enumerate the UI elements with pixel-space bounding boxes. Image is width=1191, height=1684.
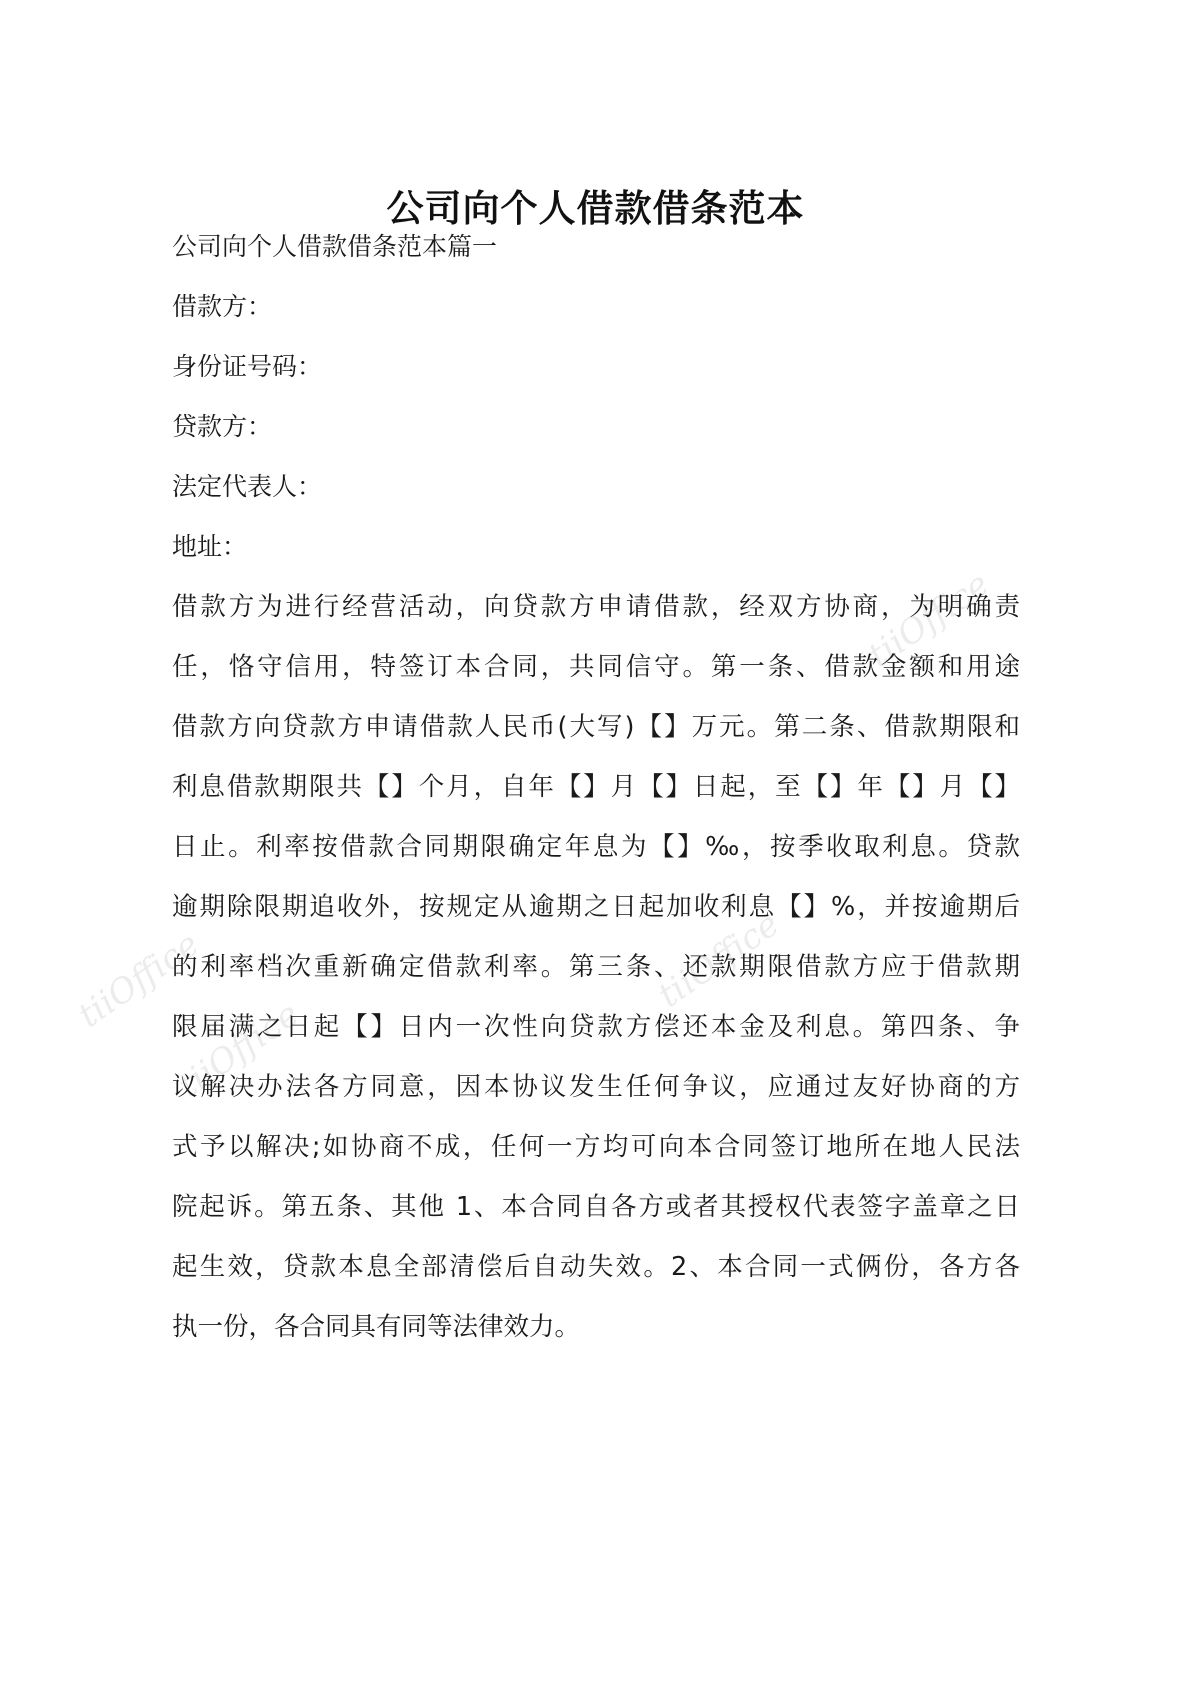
body-line: 的利率档次重新确定借款利率。第三条、还款期限借款方应于借款期 <box>172 952 1020 982</box>
body-line: 逾期除限期追收外，按规定从逾期之日起加收利息【】%，并按逾期后 <box>172 892 1020 922</box>
body-line: 起生效，贷款本息全部清偿后自动失效。2、本合同一式俩份，各方各 <box>172 1252 1020 1282</box>
watermark: tiiOffice <box>70 924 207 1036</box>
body-line: 执一份，各合同具有同等法律效力。 <box>172 1312 581 1342</box>
body-line: 式予以解决;如协商不成，任何一方均可向本合同签订地所在地人民法 <box>172 1132 1020 1162</box>
field-legal-representative: 法定代表人： <box>172 472 323 501</box>
body-line: 借款方为进行经营活动，向贷款方申请借款，经双方协商，为明确责 <box>172 592 1020 622</box>
body-line: 院起诉。第五条、其他 1、本合同自各方或者其授权代表签字盖章之日 <box>172 1192 1020 1222</box>
document-title: 公司向个人借款借条范本 <box>386 187 805 230</box>
body-line: 任，恪守信用，特签订本合同，共同信守。第一条、借款金额和用途 <box>172 652 1020 682</box>
watermark: tiiOffice <box>650 904 787 1016</box>
field-id-number: 身份证号码： <box>172 352 323 381</box>
body-line: 议解决办法各方同意，因本协议发生任何争议，应通过友好协商的方 <box>172 1072 1020 1102</box>
body-line: 限届满之日起【】日内一次性向贷款方偿还本金及利息。第四条、争 <box>172 1012 1020 1042</box>
field-address: 地址： <box>172 532 248 561</box>
body-line: 借款方向贷款方申请借款人民币(大写)【】万元。第二条、借款期限和 <box>172 712 1020 742</box>
field-lender: 贷款方： <box>172 412 273 441</box>
body-line: 日止。利率按借款合同期限确定年息为【】‰，按季收取利息。贷款 <box>172 832 1020 862</box>
watermark: tiiOffice <box>860 564 997 676</box>
body-line: 利息借款期限共【】个月，自年【】月【】日起，至【】年【】月【】 <box>172 772 1020 802</box>
section-heading: 公司向个人借款借条范本篇一 <box>172 232 498 261</box>
watermark: tiiOffice <box>170 994 307 1106</box>
field-borrower: 借款方： <box>172 292 273 321</box>
